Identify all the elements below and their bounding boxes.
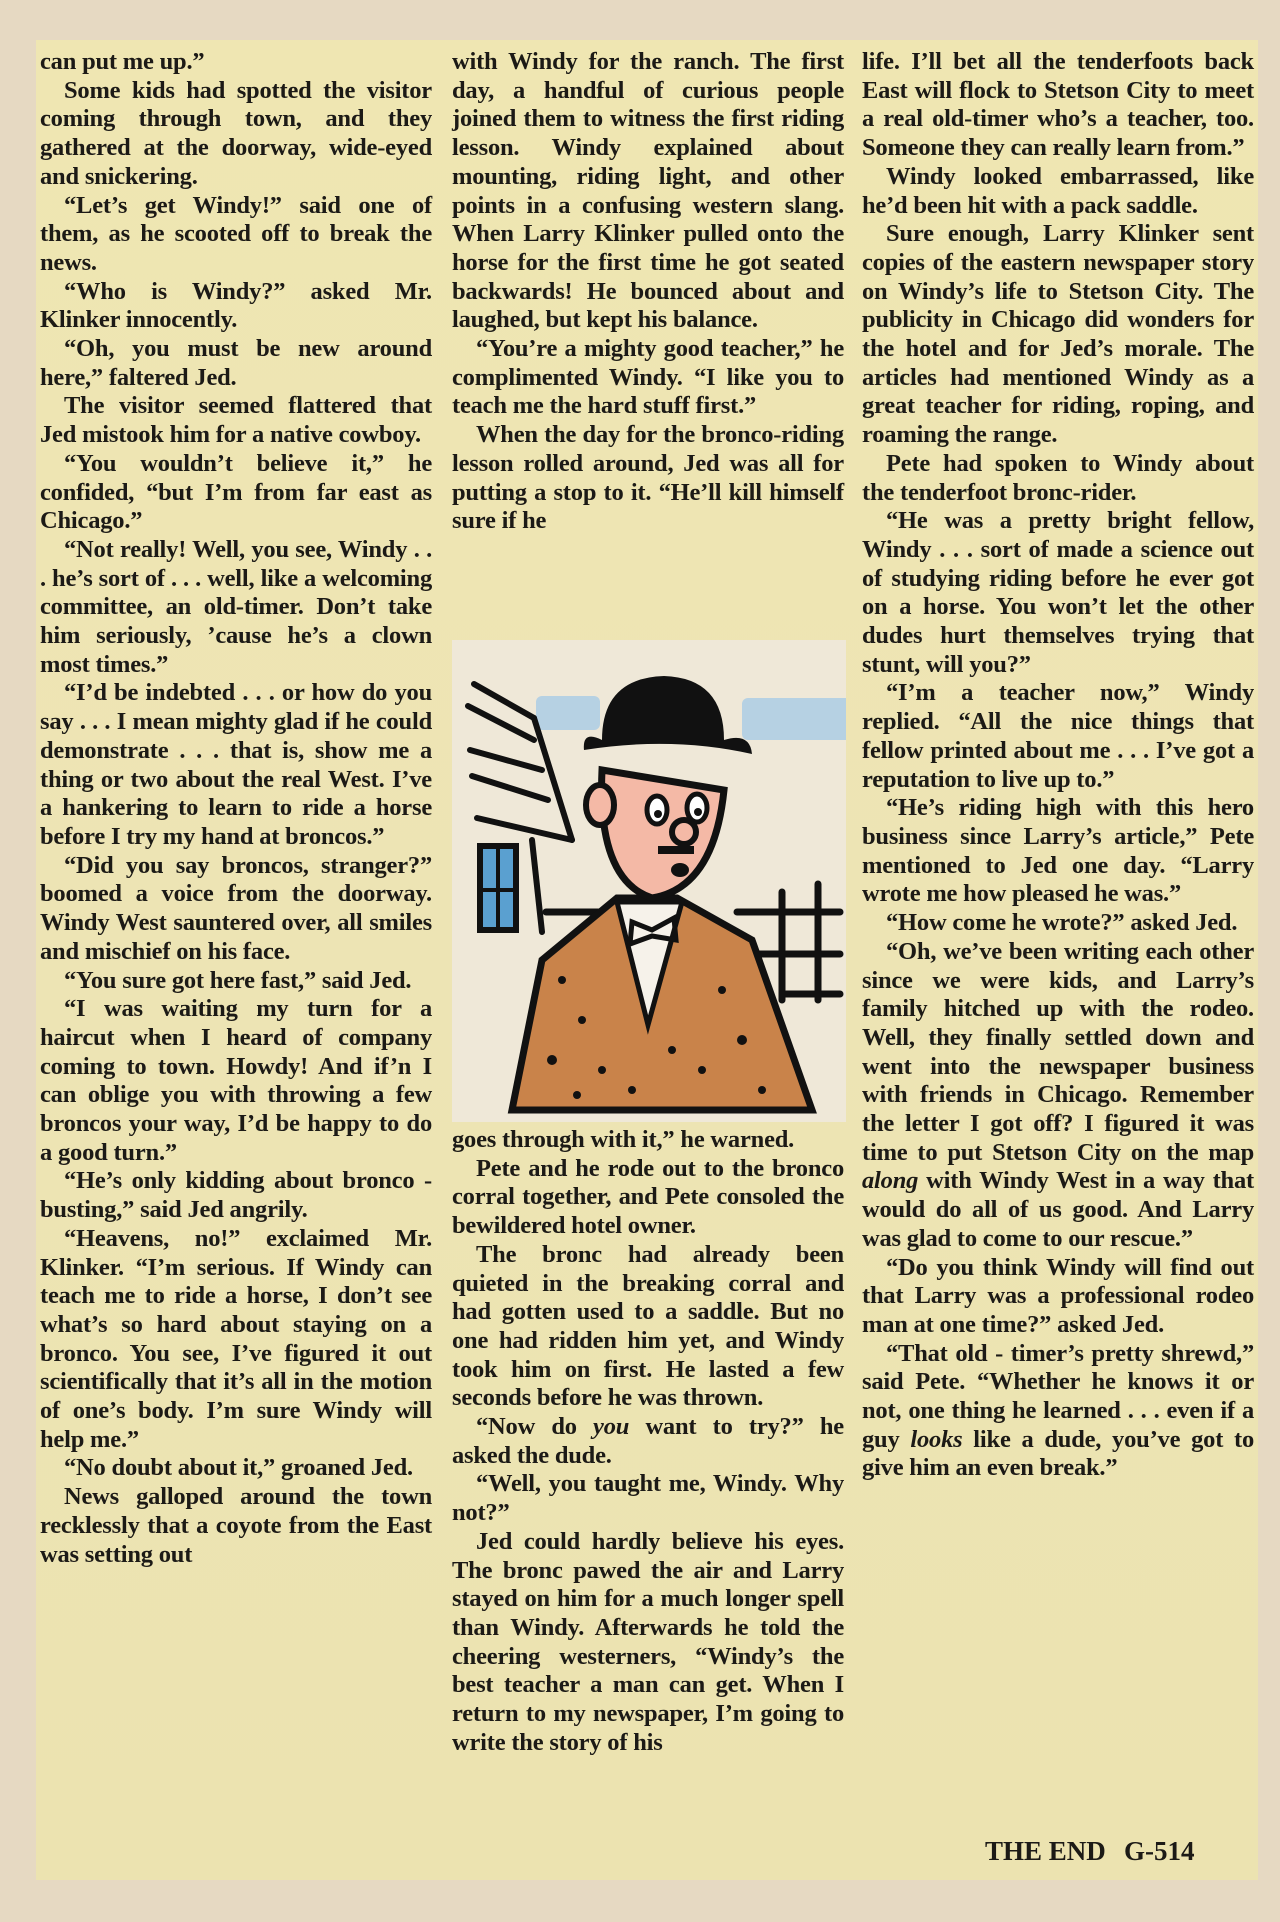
story-paragraph: “I’m a teacher now,” Windy replied. “All the nice things that fellow printed about me . . . I’ve got a reputation to live up to.” bbox=[862, 679, 1254, 793]
story-paragraph: “You sure got here fast,” said Jed. bbox=[64, 966, 412, 994]
mouth bbox=[671, 863, 689, 877]
mustache bbox=[658, 846, 694, 854]
story-paragraph: life. I’ll bet all the tenderfoots back East will flock to Stetson City to meet a real old-timer who’s a teacher, too. Someone they can really learn from.” bbox=[862, 48, 1254, 162]
story-paragraph: “He’s only kidding about bronco - busting,” said Jed angrily. bbox=[40, 1167, 432, 1224]
story-paragraph: Sure enough, Larry Klinker sent copies of the eastern newspaper story on Windy’s life to Stetson City. The publicity in Chicago did wonders for the hotel and for Jed’s morale. The articles had mentioned Windy as a great teacher for riding, roping, and roaming the range. bbox=[862, 220, 1254, 449]
story-paragraph: “Let’s get Windy!” said one of them, as he scooted off to break the news. bbox=[40, 191, 432, 276]
illustration-dude-in-bowler-hat bbox=[452, 640, 846, 1122]
story-paragraph: “You’re a mighty good teacher,” he complimented Windy. “I like you to teach me the hard stuff first.” bbox=[452, 335, 844, 420]
story-paragraph: “Not really! Well, you see, Windy . . . he’s sort of . . . well, like a welcoming committee, an old-timer. Don’t take him seriously, ’cause he’s a clown most times.” bbox=[40, 535, 432, 678]
story-paragraph: Jed could hardly believe his eyes. The bronc pawed the air and Larry stayed on him for a much longer spell than Windy. Afterwards he told the cheering westerners, “Windy’s the best teacher a man can get. When I return to my newspaper, I’m going to write the story of his bbox=[452, 1527, 844, 1756]
story-paragraph: Windy looked embarrassed, like he’d been hit with a pack saddle. bbox=[862, 162, 1254, 219]
story-paragraph: with Windy for the ranch. The first day, a handful of curious people joined them to witness the first riding lesson. Windy explained about mounting, riding light, and other points in a confusing western slang. When Larry Klinker pulled onto the horse for the first time he got seated backwards! He bounced about and laughed, but kept his balance. bbox=[452, 48, 844, 334]
page-code: G-514 bbox=[1124, 1836, 1195, 1866]
story-paragraph: News galloped around the town recklessly that a coyote from the East was setting out bbox=[40, 1483, 432, 1568]
story-paragraph: When the day for the bronco-riding lesson rolled around, Jed was all for putting a stop to it. “He’ll kill himself sure if he bbox=[452, 421, 844, 535]
text-run: “That old - timer’s pretty shrewd,” said Pete. “Whether he knows it or not, one thing he learned . . . even if a guy bbox=[862, 1339, 1254, 1453]
story-paragraph: Pete and he rode out to the bronco corral together, and Pete consoled the bewildered hotel owner. bbox=[452, 1154, 844, 1240]
italic-text: along bbox=[862, 1167, 919, 1195]
story-paragraph: The bronc had already been quieted in the breaking corral and had gotten used to a saddle. But no one had ridden him yet, and Windy took him on first. He lasted a few seconds before he was thrown. bbox=[452, 1240, 844, 1412]
story-paragraph: The visitor seemed flattered that Jed mistook him for a native cowboy. bbox=[40, 392, 432, 449]
story-paragraph: “Heavens, no!” exclaimed Mr. Klinker. “I’m serious. If Windy can teach me to ride a horse, I don’t see what’s so hard about staying on a bronco. You see, I’ve figured it out scientifically that it’s all in the motion of one’s body. I’m sure Windy will help me.” bbox=[40, 1224, 432, 1453]
story-paragraph: “I’d be indebted . . . or how do you say . . . I mean mighty glad if he could demonstrate . . . that is, show me a thing or two about the real West. I’ve a hankering to learn to ride a horse before I try my hand at broncos.” bbox=[40, 679, 432, 850]
story-paragraph: “I was waiting my turn for a haircut when I heard of company coming to town. Howdy! And if’n I can oblige you with throwing a few broncos your way, I’d be happy to do a good turn.” bbox=[40, 995, 432, 1166]
story-paragraph bbox=[862, 1340, 1254, 1484]
story-paragraph: “He’s riding high with this hero business since Larry’s article,” Pete mentioned to Jed one day. “Larry wrote me how pleased he was.” bbox=[862, 794, 1254, 908]
story-paragraph: goes through with it,” he warned. bbox=[452, 1126, 795, 1153]
nose bbox=[672, 820, 696, 844]
text-run: “Now do bbox=[476, 1413, 594, 1441]
ear bbox=[586, 785, 614, 825]
italic-text: you bbox=[593, 1413, 630, 1441]
story-paragraph: Pete had spoken to Windy about the tenderfoot bronc-rider. bbox=[862, 449, 1254, 506]
text-column-3 bbox=[862, 48, 1254, 1483]
story-paragraph: Some kids had spotted the visitor coming through town, and they gathered at the doorway, wide-eyed and snickering. bbox=[40, 76, 432, 190]
text-column-2-bottom bbox=[452, 1126, 844, 1757]
text-run: “Oh, we’ve been writing each other since we were kids, and Larry’s family hitched up with the rodeo. Well, they finally settled down and went into the newspaper business with friends in Chicago. Remember the letter I got off? I figured it was time to put Stetson City on the map bbox=[862, 937, 1254, 1166]
italic-text: looks bbox=[910, 1425, 963, 1453]
text-column-1 bbox=[40, 48, 432, 1569]
text-run: like a dude, you’ve got to give him an even break.” bbox=[862, 1425, 1254, 1482]
story-paragraph: “You wouldn’t believe it,” he confided, “but I’m from far east as Chicago.” bbox=[40, 449, 432, 535]
the-end-label: THE END bbox=[985, 1836, 1106, 1866]
story-paragraph: “Who is Windy?” asked Mr. Klinker innocently. bbox=[40, 277, 432, 334]
story-paragraph: “No doubt about it,” groaned Jed. bbox=[64, 1454, 413, 1482]
story-paragraph: can put me up.” bbox=[40, 48, 205, 75]
story-paragraph bbox=[862, 938, 1254, 1254]
story-paragraph bbox=[452, 1413, 844, 1470]
story-paragraph: “How come he wrote?” asked Jed. bbox=[886, 909, 1238, 937]
story-paragraph: “Did you say broncos, stranger?” boomed a voice from the doorway. Windy West sauntered over, all smiles and mischief on his face. bbox=[40, 851, 432, 965]
text-run: with Windy West in a way that would do all of us good. And Larry was glad to come to our rescue.” bbox=[862, 1167, 1254, 1252]
text-column-2-top bbox=[452, 48, 844, 536]
story-paragraph: “He was a pretty bright fellow, Windy . . . sort of made a science out of studying riding before he ever got on a horse. You won’t let the other dudes hurt themselves trying that stunt, will you?” bbox=[862, 507, 1254, 678]
story-paragraph: “Oh, you must be new around here,” faltered Jed. bbox=[40, 335, 432, 391]
story-paragraph: “Do you think Windy will find out that Larry was a professional rodeo man at one time?” asked Jed. bbox=[862, 1253, 1254, 1338]
story-paragraph: “Well, you taught me, Windy. Why not?” bbox=[452, 1470, 844, 1527]
text-run: want to try?” he asked the dude. bbox=[452, 1413, 844, 1469]
